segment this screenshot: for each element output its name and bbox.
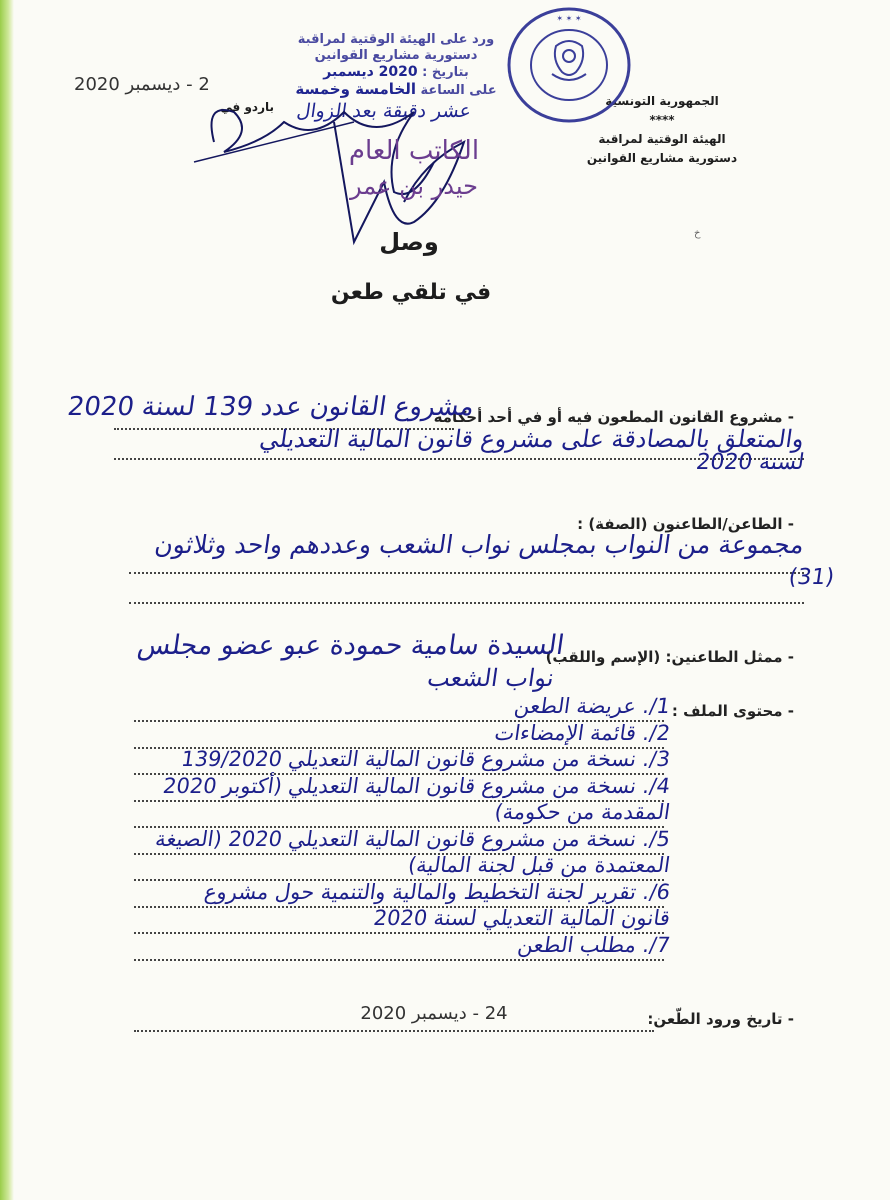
document-page — [14, 0, 890, 1200]
reception-stamp-date-value: 2020 ديسمبر — [323, 64, 418, 80]
law-value-2: والمتعلق بالمصادقة على مشروع قانون المالية التعديلي — [257, 425, 806, 453]
contents-item-text: 6/. تقرير لجنة التخطيط والمالية والتنمية حول مشروع — [202, 879, 672, 904]
contents-item — [20, 800, 670, 824]
contents-item — [20, 906, 670, 930]
contents-item-text: 2/. قائمة الإمضاءات — [493, 720, 672, 745]
contents-item — [20, 747, 670, 771]
small-mark: خ — [694, 228, 701, 239]
contents-item-text: قانون المالية التعديلي لسنة 2020 — [372, 906, 672, 930]
contents-item-text: 1/. عريضة الطعن — [512, 694, 672, 718]
reception-stamp-time-value: الخامسة وخمسة — [295, 80, 417, 98]
receipt-date-label: - تاريخ ورود الطّعن: — [647, 1010, 794, 1028]
page-edge — [0, 0, 14, 1200]
contents-item-text: المقدمة من حكومة) — [493, 800, 672, 824]
contents-item-text: 4/. نسخة من مشروع قانون المالية التعديلي (أكتوبر 2020 — [161, 773, 672, 798]
receipt-date-line — [134, 1030, 654, 1032]
contents-item-text: 5/. نسخة من مشروع قانون المالية التعديلي 2020 (الصيغة — [153, 826, 672, 851]
appellant-line-2 — [129, 602, 804, 604]
contents-item — [20, 721, 670, 745]
secretary-title: الكاتب العام — [348, 136, 480, 166]
representative-value-2: نواب الشعب — [425, 664, 556, 692]
appellant-line-1 — [129, 572, 804, 574]
authority-name-line2: دستورية مشاريع القوانين — [586, 151, 738, 165]
contents-item — [20, 880, 670, 904]
reception-stamp-line2: دستورية مشاريع القوانين — [314, 48, 478, 63]
appellant-label: - الطاعن/الطاعنون (الصفة) : — [577, 515, 794, 533]
authority-name-line1: الهيئة الوقتية لمراقبة — [598, 132, 726, 146]
appellant-value-2: (31) — [787, 565, 836, 590]
law-label: - مشروع القانون المطعون فيه أو في أحد أحكامه — [433, 408, 794, 426]
appellant-value-1: مجموعة من النواب بمجلس نواب الشعب وعددهم واحد وثلاثون — [152, 530, 807, 559]
contents-item-text: 7/. مطلب الطعن — [516, 932, 672, 957]
contents-item-text: 3/. نسخة من مشروع قانون المالية التعديلي 139/2020 — [179, 747, 672, 771]
reception-time-continued: عشر دقيقة بعد الزوال — [295, 100, 473, 122]
representative-label: - ممثل الطاعنين: (الإسم واللقب) — [545, 648, 794, 666]
bardo-stamp-date: 2 - ديسمبر 2020 — [74, 74, 210, 95]
reception-stamp-date-row — [276, 64, 516, 81]
secretary-stamp — [304, 136, 524, 200]
secretary-name: حيدر بن عمر — [350, 172, 478, 200]
reception-stamp-date-label: بتاريخ : — [422, 65, 469, 80]
receipt-date-value: 24 - ديسمبر 2020 — [354, 1003, 514, 1024]
bardo-stamp-city: باردو في — [220, 100, 274, 114]
contents-item-text: المعتمدة من قبل لجنة المالية) — [406, 853, 672, 877]
contents-label: - محتوى الملف : — [671, 702, 794, 720]
doc-title-line2: في تلقي طعن — [330, 280, 492, 305]
seal-lettering: ✶ ✶ ✶ — [556, 14, 582, 23]
representative-value-1: السيدة سامية حمودة عبو عضو مجلس — [135, 630, 567, 661]
contents-item — [20, 933, 670, 957]
contents-item — [20, 853, 670, 877]
contents-item — [20, 694, 670, 718]
republic-name: الجمهورية التونسية — [605, 94, 719, 108]
doc-title — [314, 228, 614, 305]
contents-dotted-line — [134, 959, 664, 961]
doc-title-line1: وصل — [379, 228, 439, 256]
contents-item — [20, 827, 670, 851]
header-stars: **** — [649, 113, 675, 127]
law-value-1: مشروع القانون عدد 139 لسنة 2020 — [65, 392, 477, 422]
reception-stamp-line1: ورد على الهيئة الوقتية لمراقبة — [297, 32, 495, 47]
contents-item — [20, 774, 670, 798]
reception-stamp-time-label: على الساعة — [420, 83, 497, 98]
law-value-3: لسنة 2020 — [694, 450, 806, 475]
